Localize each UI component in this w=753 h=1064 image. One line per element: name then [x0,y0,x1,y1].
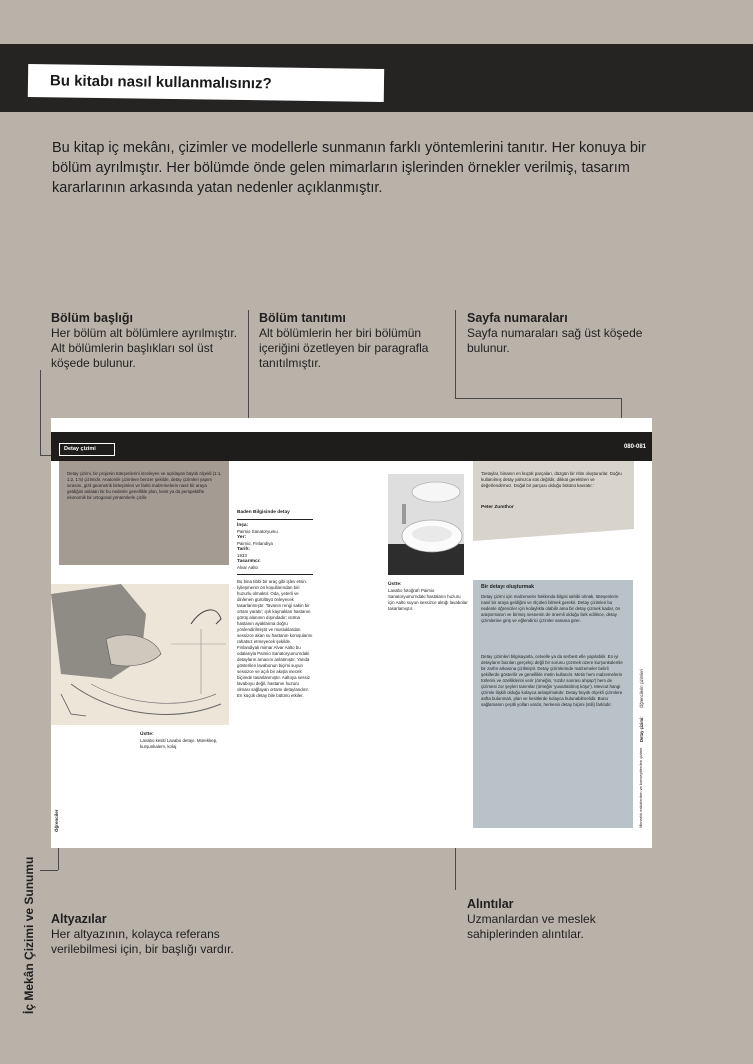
page-title: Bu kitabı nasıl kullanmalısınız? [49,72,272,93]
annotation-quotes [467,897,627,942]
caption-1-title: Üstte: [140,732,154,737]
meta-label: Tasarımcı: [237,559,261,564]
spread-side-running-sub [639,669,647,748]
annotation-body: Sayfa numaraları sağ üst köşede bulunur. [467,326,643,355]
spread-header-bar [51,432,652,461]
spread-page-number: 080-081 [623,444,646,450]
annotation-head: Bölüm başlığı [51,311,133,325]
leader-line [455,398,621,399]
info-box-title: Bir detayı oluşturmak [481,584,535,590]
sink-sketch-image [51,584,229,725]
spread-side-label-right [638,747,646,998]
spread-side-text-secondary: Mimarlık eskizlerden ve konseptlerden çizime [638,747,643,828]
quote-text: 'Detaylar, binanın en küçük parçaları, düzgün bir ritim oluştururlar. Doğru kullanılmış detay yalnızca süs değildir, dikkat gerektiren ve değerlendirmez. Doğal bir parçası olduğu bütünü kavratır.' [481,471,622,488]
sink-photo-drawing [388,474,464,575]
annotation-captions [51,912,251,957]
case-study-column [237,510,313,699]
spread-intro-text: Detay çizimi, bir projenin tüteşenlerini inceleyen ve açıklayan büyük ölçekli (1:1, 1:2, 1:5) çizimidir. Anatomik çizimlere benzer şekilde, detay çizimleri yapım sırasını, gizli geometrik birleşimleri ve farklı malzemelerin nasıl bir araya geldiğini anlatan bir bu nedenle genellikle plan, kesit ya da perspektifte ekonomik bir ortogonal yöntemlerle çizilir. [67,471,222,500]
annotation-body: Her altyazının, kolayca referans verilebilmesi için, bir başlığı vardır. [51,927,234,956]
leader-line [40,870,58,871]
leader-line [40,370,41,455]
meta-label: Yer: [237,535,247,540]
info-box-paragraph: Detay çizimi için malzemeler hakkında bilgisi sahibi olmak, tüteşenlerin nasıl bir araya geldiğini ve ölçüleri bilmek gerekir. Detay çizimleri bu nedenle öğrenciler için kolaylıkla olabilir ama bir detay çizmek kadar, ön araştırmanın ve birimiş nesnenin de önemli olduğu fark edilince, detay çizimlerine giriş ve eğlendirici çizimler arasına girer. [481,594,621,623]
sink-sketch-drawing [51,584,229,725]
intro-paragraph: Bu kitap iç mekânı, çizimler ve modellerle sunmanın farklı yöntemlerini tanıtır. Her konuya bir bölüm ayrılmıştır. Her bölümde önde gelen mimarların işlerinden örnekler verilmiş, tasarım kararlarının arkasında yatan nedenler açıklanmıştır. [52,140,646,196]
info-box-paragraph: Detay çizimleri bilgisayarla, cetvelle ya da serbest elle yapılabilir. En iyi detayların bazıları gerçekçi değil bir sorunu çözmek üzere kurşunkalemle bir zarfın arkasına çizilmiştir. Detay çizimlerinde malzemeler belirli şekillerde gösterilir ve genellikle metin kullanılır. Metin hem malzemelerin türlerini ve özelliklerini verir (örneğin, 'sızdır sonrası ahşap') hem de çizimesi zor şeyleri tanımlar (örneğin 'yuvarlatılmış köşe'). Mevcut hangi çizimle ilişkili olduğu kolayca anlaşılmalıdır. Detay büyük ölçekli çizimlere atıfta bulunmalı, plan ve kesitlerde kolayca bulunabilmelidir. Bunu sağlamanın çeşitli yolları vardır, herkesin detay biçimi (stili) farklıdır. [481,654,623,707]
sink-photo [388,474,464,575]
meta-value: Alvar Aalto [237,565,313,575]
spread-side-running-title [639,716,647,832]
spread-side-text: Öğrencilerin çizimleri [639,669,644,708]
meta-value: Paimio, Finlandiya [237,541,273,546]
caption-1 [140,732,220,750]
annotation-page-numbers [467,311,657,356]
caption-1-text: Lavabo kesiti Lavabo detayı. Mürekkep, kurşunkalem, kolaj [140,738,218,749]
spread-section-tag: Detay çizimi [59,443,115,456]
quote-author: Peter Zumthor [481,505,514,510]
quote-block [473,461,634,541]
spread-side-label-left: Öğrenciler [54,809,59,832]
annotation-head: Alıntılar [467,897,514,911]
caption-2-title: Üstte: [388,582,402,587]
annotation-section-intro [259,311,459,371]
meta-label: İnşa: [237,523,249,528]
annotation-body: Uzmanlardan ve meslek sahiplerinden alıntılar. [467,912,596,941]
caption-2-text: Lavabo fotoğrafı Paimio Sanatoryumu'ndaki hastaların huzuru için Aalto suyun sessizce aktığı lavabolar tasarlamıştır. [388,588,468,611]
spread-side-text-bold: Detay çizimi: [639,716,644,742]
case-study-title: Baden Bilgisinde detay [237,510,313,520]
leader-line [455,310,456,398]
annotation-body: Alt bölümlerin her biri bölümün içeriğini özetleyen bir paragrafla tanıtılmıştır. [259,326,429,370]
meta-value: Paimio Sanatoryumu [237,529,278,534]
info-box [473,580,633,828]
spread-intro-block [59,461,229,565]
book-spread [51,418,652,848]
annotation-head: Sayfa numaraları [467,311,568,325]
meta-value: 1933 [237,553,247,558]
meta-label: Tarih: [237,547,250,552]
spine-label: İç Mekân Çizimi ve Sunumu [22,856,36,1014]
annotation-section-title [51,311,241,371]
annotation-body: Her bölüm alt bölümlere ayrılmıştır. Alt bölümlerin başlıkları sol üst köşede bulunur. [51,326,238,370]
caption-2 [388,582,468,612]
title-box [28,64,384,102]
annotation-head: Altyazılar [51,912,107,926]
annotation-head: Bölüm tanıtımı [259,311,346,325]
case-study-body: Bu bina tıbbi bir araç gibi işlev etsin. İyileşmenin ön koşullarından biri huzurlu olmaktır. Oda, yeterli ve dinlenen gürültüyü önleyecek tasarlanmıştır. Tavanın rengi sakin bir ortam yaratır; ışık kaynakları hastanın görüş alanının dışındadır; ısıtma hastanın ayaklarına doğru yönlendirilmiştir ve musluklardan sessizce akan su hastanın komşularını rahatsız etmeyecek şekilde. Finlandiyalı mimar Alvar Aalto bu odalarıyla Paimio Sanatoryumu'ndaki detayların amacını anlatmıştır. Yanda gösterilen lavabonun biçimi suyun sessizce ve açılı bir akışla inecek biçimde tasarlanmıştır. Aaltoya sessiz lavaboyu değil, hastanın huzuru olması sağlayan ortamı detaylandırır. En küçük detay bile bütünü etkiler. [237,579,313,698]
